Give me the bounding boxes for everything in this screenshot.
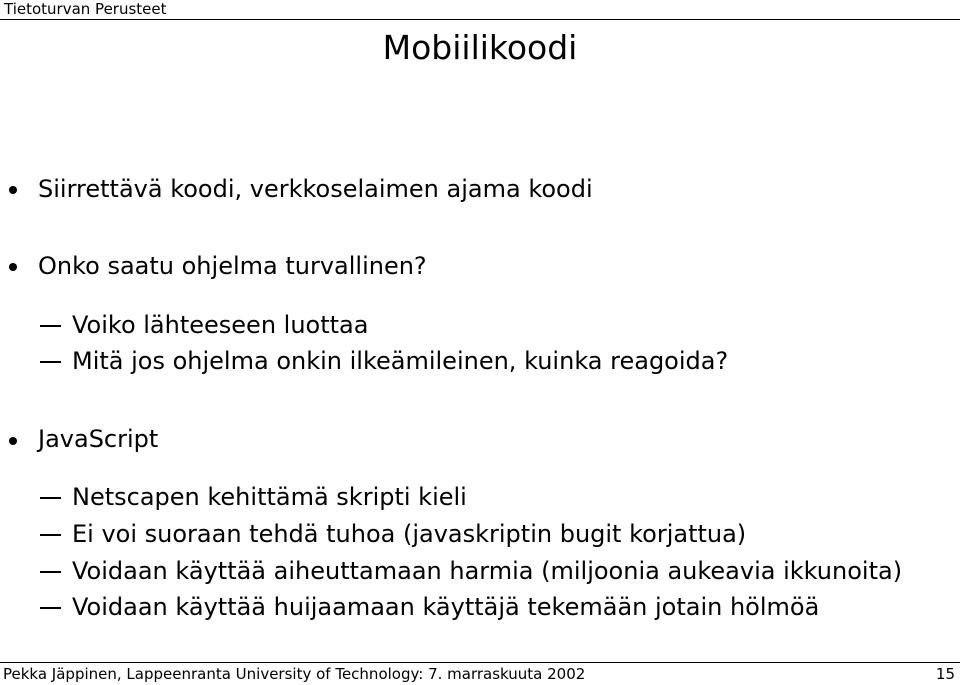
dash-icon xyxy=(40,607,61,609)
page-number: 15 xyxy=(935,665,955,683)
sub-item: Voiko lähteeseen luottaa xyxy=(72,311,369,339)
dash-icon xyxy=(40,497,61,499)
sub-item: Netscapen kehittämä skripti kieli xyxy=(72,483,467,511)
sub-item: Ei voi suoraan tehdä tuhoa (javaskriptin bugit korjattua) xyxy=(72,520,747,548)
footer-author-info: Pekka Jäppinen, Lappeenranta University of Technology: 7. marraskuuta 2002 xyxy=(3,665,586,683)
bullet-icon xyxy=(9,186,17,194)
dash-icon xyxy=(40,361,61,363)
bullet-icon xyxy=(9,263,17,271)
bullet-icon xyxy=(9,437,17,445)
footer-divider xyxy=(0,662,960,663)
dash-icon xyxy=(40,534,61,536)
slide-title: Mobiilikoodi xyxy=(382,28,578,67)
bullet-item: Onko saatu ohjelma turvallinen? xyxy=(38,252,427,280)
dash-icon xyxy=(40,325,61,327)
course-title: Tietoturvan Perusteet xyxy=(4,0,167,18)
sub-item: Voidaan käyttää aiheuttamaan harmia (miljoonia aukeavia ikkunoita) xyxy=(72,557,903,585)
sub-item: Voidaan käyttää huijaamaan käyttäjä tekemään jotain hölmöä xyxy=(72,593,820,621)
bullet-item: JavaScript xyxy=(38,425,159,453)
bullet-item: Siirrettävä koodi, verkkoselaimen ajama koodi xyxy=(38,175,593,203)
sub-item: Mitä jos ohjelma onkin ilkeämileinen, kuinka reagoida? xyxy=(72,347,729,375)
dash-icon xyxy=(40,571,61,573)
header-divider xyxy=(0,19,960,20)
